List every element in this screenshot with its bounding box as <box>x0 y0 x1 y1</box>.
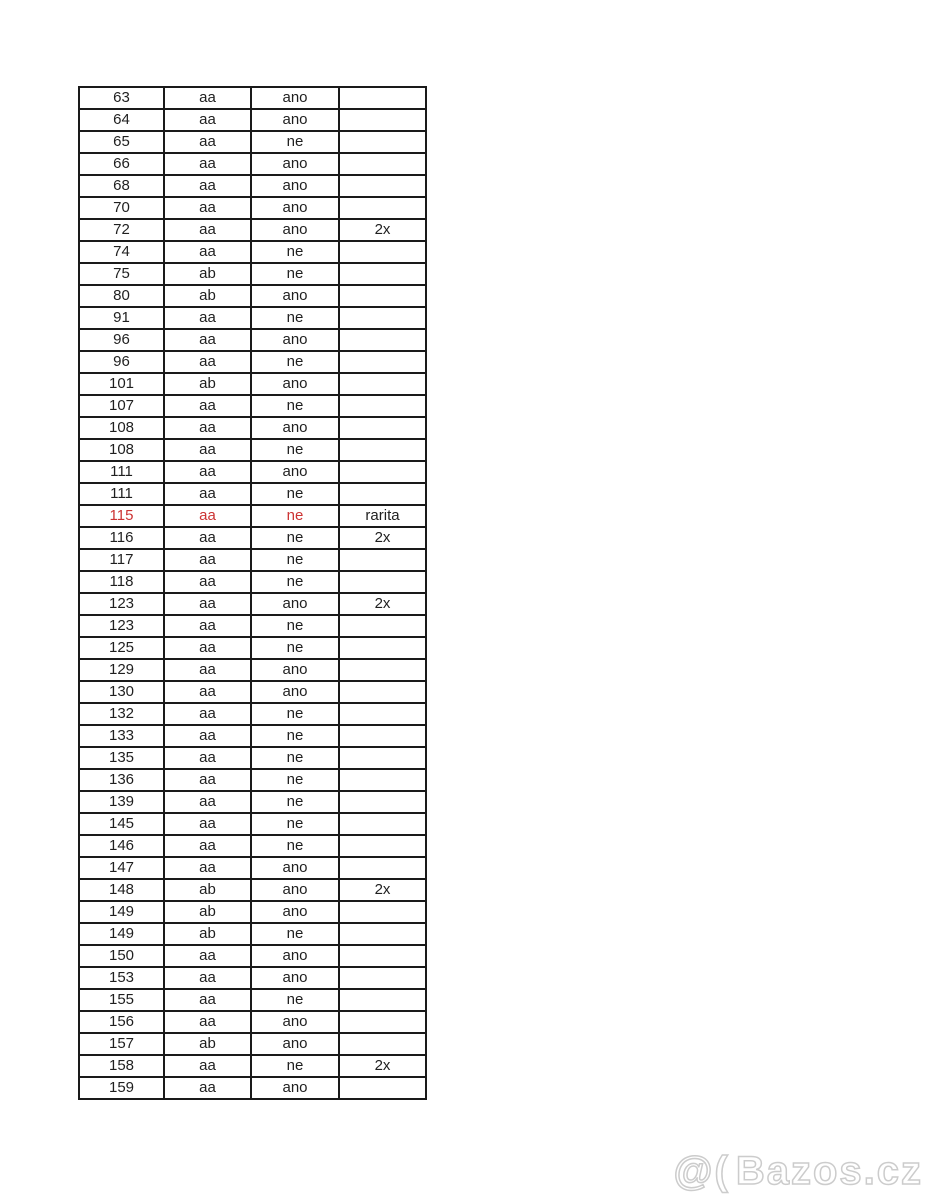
cell-number: 116 <box>79 527 164 549</box>
cell-yesno: ano <box>251 901 339 923</box>
cell-note <box>339 175 426 197</box>
cell-yesno: ano <box>251 175 339 197</box>
cell-number: 158 <box>79 1055 164 1077</box>
cell-number: 133 <box>79 725 164 747</box>
cell-number: 108 <box>79 417 164 439</box>
cell-code: aa <box>164 131 251 153</box>
cell-number: 107 <box>79 395 164 417</box>
cell-yesno: ano <box>251 329 339 351</box>
table-row <box>79 241 426 263</box>
table-row <box>79 879 426 901</box>
cell-note <box>339 989 426 1011</box>
cell-code: aa <box>164 945 251 967</box>
cell-number: 111 <box>79 483 164 505</box>
cell-code: aa <box>164 747 251 769</box>
cell-note <box>339 725 426 747</box>
cell-code: aa <box>164 109 251 131</box>
table-row <box>79 219 426 241</box>
cell-yesno: ne <box>251 813 339 835</box>
cell-number: 156 <box>79 1011 164 1033</box>
table-row <box>79 901 426 923</box>
table-row <box>79 571 426 593</box>
table-row <box>79 725 426 747</box>
cell-note <box>339 813 426 835</box>
table-row <box>79 637 426 659</box>
cell-note <box>339 1033 426 1055</box>
cell-note <box>339 923 426 945</box>
cell-note <box>339 945 426 967</box>
cell-number: 117 <box>79 549 164 571</box>
table-row <box>79 527 426 549</box>
cell-note <box>339 153 426 175</box>
table-row <box>79 857 426 879</box>
cell-code: aa <box>164 857 251 879</box>
cell-code: aa <box>164 813 251 835</box>
cell-number: 157 <box>79 1033 164 1055</box>
cell-code: aa <box>164 571 251 593</box>
cell-yesno: ne <box>251 571 339 593</box>
cell-yesno: ne <box>251 505 339 527</box>
cell-yesno: ne <box>251 725 339 747</box>
cell-number: 80 <box>79 285 164 307</box>
cell-number: 129 <box>79 659 164 681</box>
cell-yesno: ano <box>251 373 339 395</box>
cell-code: aa <box>164 791 251 813</box>
table-row <box>79 1011 426 1033</box>
cell-code: aa <box>164 615 251 637</box>
cell-number: 72 <box>79 219 164 241</box>
cell-yesno: ne <box>251 549 339 571</box>
cell-code: aa <box>164 593 251 615</box>
cell-code: aa <box>164 197 251 219</box>
cell-note <box>339 703 426 725</box>
cell-code: ab <box>164 879 251 901</box>
cell-number: 65 <box>79 131 164 153</box>
table-row <box>79 417 426 439</box>
cell-yesno: ne <box>251 131 339 153</box>
table-row <box>79 549 426 571</box>
cell-number: 130 <box>79 681 164 703</box>
table-row <box>79 395 426 417</box>
cell-yesno: ne <box>251 989 339 1011</box>
table-row <box>79 945 426 967</box>
cell-note <box>339 835 426 857</box>
table-row <box>79 351 426 373</box>
cell-code: aa <box>164 395 251 417</box>
cell-note <box>339 769 426 791</box>
cell-number: 74 <box>79 241 164 263</box>
table-body <box>79 87 426 1099</box>
table-row <box>79 1055 426 1077</box>
cell-note <box>339 1077 426 1099</box>
cell-yesno: ne <box>251 263 339 285</box>
cell-code: aa <box>164 307 251 329</box>
cell-number: 155 <box>79 989 164 1011</box>
cell-number: 123 <box>79 615 164 637</box>
table-row <box>79 461 426 483</box>
cell-note <box>339 857 426 879</box>
cell-number: 149 <box>79 901 164 923</box>
cell-yesno: ano <box>251 593 339 615</box>
table-row <box>79 307 426 329</box>
cell-note <box>339 1011 426 1033</box>
cell-yesno: ne <box>251 527 339 549</box>
table-row <box>79 769 426 791</box>
cell-note <box>339 241 426 263</box>
cell-yesno: ne <box>251 769 339 791</box>
table-row <box>79 747 426 769</box>
cell-code: ab <box>164 285 251 307</box>
cell-code: aa <box>164 967 251 989</box>
cell-code: aa <box>164 1055 251 1077</box>
cell-note <box>339 681 426 703</box>
table-row <box>79 373 426 395</box>
cell-code: ab <box>164 1033 251 1055</box>
cell-code: aa <box>164 681 251 703</box>
cell-number: 75 <box>79 263 164 285</box>
cell-note <box>339 373 426 395</box>
cell-code: aa <box>164 505 251 527</box>
cell-yesno: ano <box>251 109 339 131</box>
cell-code: aa <box>164 1077 251 1099</box>
cell-yesno: ano <box>251 461 339 483</box>
table-row <box>79 989 426 1011</box>
cell-code: aa <box>164 703 251 725</box>
cell-note <box>339 549 426 571</box>
table-row <box>79 285 426 307</box>
cell-number: 115 <box>79 505 164 527</box>
cell-yesno: ne <box>251 241 339 263</box>
cell-number: 68 <box>79 175 164 197</box>
cell-code: aa <box>164 549 251 571</box>
cell-yesno: ano <box>251 1077 339 1099</box>
cell-note <box>339 637 426 659</box>
table-row <box>79 505 426 527</box>
table-row <box>79 659 426 681</box>
cell-code: aa <box>164 659 251 681</box>
cell-number: 118 <box>79 571 164 593</box>
cell-note: 2x <box>339 219 426 241</box>
cell-yesno: ano <box>251 87 339 109</box>
cell-code: aa <box>164 153 251 175</box>
cell-number: 132 <box>79 703 164 725</box>
cell-note <box>339 747 426 769</box>
cell-code: ab <box>164 923 251 945</box>
cell-note <box>339 483 426 505</box>
watermark-at-icon: @( <box>673 1149 730 1193</box>
cell-yesno: ne <box>251 1055 339 1077</box>
cell-number: 123 <box>79 593 164 615</box>
cell-number: 148 <box>79 879 164 901</box>
cell-code: aa <box>164 527 251 549</box>
cell-number: 70 <box>79 197 164 219</box>
cell-note <box>339 417 426 439</box>
cell-code: aa <box>164 835 251 857</box>
cell-note <box>339 659 426 681</box>
cell-number: 64 <box>79 109 164 131</box>
table-row <box>79 329 426 351</box>
cell-code: aa <box>164 241 251 263</box>
cell-yesno: ne <box>251 615 339 637</box>
cell-note <box>339 109 426 131</box>
cell-note <box>339 395 426 417</box>
cell-note <box>339 351 426 373</box>
table-row <box>79 263 426 285</box>
cell-number: 145 <box>79 813 164 835</box>
cell-code: aa <box>164 417 251 439</box>
cell-yesno: ano <box>251 417 339 439</box>
table-row <box>79 615 426 637</box>
cell-number: 91 <box>79 307 164 329</box>
cell-note: rarita <box>339 505 426 527</box>
cell-number: 159 <box>79 1077 164 1099</box>
cell-number: 111 <box>79 461 164 483</box>
table-row <box>79 1033 426 1055</box>
cell-code: ab <box>164 373 251 395</box>
cell-note <box>339 901 426 923</box>
table-row <box>79 483 426 505</box>
cell-code: aa <box>164 637 251 659</box>
table-row <box>79 153 426 175</box>
cell-number: 101 <box>79 373 164 395</box>
cell-yesno: ano <box>251 219 339 241</box>
cell-code: aa <box>164 483 251 505</box>
table-row <box>79 1077 426 1099</box>
table-row <box>79 87 426 109</box>
table-row <box>79 813 426 835</box>
cell-yesno: ano <box>251 967 339 989</box>
cell-number: 66 <box>79 153 164 175</box>
cell-yesno: ne <box>251 747 339 769</box>
table-row <box>79 923 426 945</box>
cell-yesno: ano <box>251 197 339 219</box>
cell-note <box>339 967 426 989</box>
cell-code: aa <box>164 329 251 351</box>
table-row <box>79 197 426 219</box>
cell-number: 96 <box>79 351 164 373</box>
table-row <box>79 791 426 813</box>
table-row <box>79 109 426 131</box>
cell-note <box>339 307 426 329</box>
cell-yesno: ano <box>251 879 339 901</box>
cell-number: 139 <box>79 791 164 813</box>
cell-note <box>339 439 426 461</box>
cell-yesno: ne <box>251 923 339 945</box>
cell-yesno: ano <box>251 945 339 967</box>
cell-number: 108 <box>79 439 164 461</box>
cell-code: ab <box>164 263 251 285</box>
table-row <box>79 681 426 703</box>
cell-yesno: ano <box>251 285 339 307</box>
cell-code: aa <box>164 351 251 373</box>
cell-yesno: ne <box>251 439 339 461</box>
table-row <box>79 175 426 197</box>
table-row <box>79 131 426 153</box>
data-table <box>78 86 427 1100</box>
cell-code: ab <box>164 901 251 923</box>
cell-yesno: ne <box>251 835 339 857</box>
cell-note <box>339 461 426 483</box>
cell-number: 150 <box>79 945 164 967</box>
cell-yesno: ano <box>251 1011 339 1033</box>
table-row <box>79 439 426 461</box>
cell-code: aa <box>164 769 251 791</box>
table-row <box>79 835 426 857</box>
cell-note <box>339 791 426 813</box>
cell-note <box>339 615 426 637</box>
watermark-text: Bazos.cz <box>735 1149 923 1193</box>
cell-number: 153 <box>79 967 164 989</box>
cell-note <box>339 197 426 219</box>
cell-note <box>339 285 426 307</box>
cell-note: 2x <box>339 527 426 549</box>
cell-code: aa <box>164 725 251 747</box>
table-row <box>79 593 426 615</box>
cell-number: 146 <box>79 835 164 857</box>
cell-note <box>339 329 426 351</box>
cell-number: 63 <box>79 87 164 109</box>
cell-note: 2x <box>339 593 426 615</box>
cell-code: aa <box>164 175 251 197</box>
cell-code: aa <box>164 439 251 461</box>
cell-note: 2x <box>339 879 426 901</box>
cell-note: 2x <box>339 1055 426 1077</box>
table-row <box>79 703 426 725</box>
cell-number: 147 <box>79 857 164 879</box>
cell-yesno: ne <box>251 351 339 373</box>
table-row <box>79 967 426 989</box>
cell-yesno: ano <box>251 153 339 175</box>
cell-yesno: ne <box>251 791 339 813</box>
cell-yesno: ne <box>251 307 339 329</box>
cell-number: 149 <box>79 923 164 945</box>
cell-note <box>339 263 426 285</box>
cell-code: aa <box>164 461 251 483</box>
cell-code: aa <box>164 1011 251 1033</box>
cell-yesno: ne <box>251 395 339 417</box>
bazos-watermark <box>674 1149 924 1194</box>
cell-number: 136 <box>79 769 164 791</box>
cell-number: 125 <box>79 637 164 659</box>
cell-yesno: ne <box>251 483 339 505</box>
cell-yesno: ano <box>251 681 339 703</box>
cell-yesno: ano <box>251 659 339 681</box>
cell-code: aa <box>164 87 251 109</box>
cell-note <box>339 571 426 593</box>
cell-yesno: ano <box>251 1033 339 1055</box>
cell-number: 96 <box>79 329 164 351</box>
cell-yesno: ne <box>251 637 339 659</box>
cell-note <box>339 131 426 153</box>
cell-yesno: ne <box>251 703 339 725</box>
cell-number: 135 <box>79 747 164 769</box>
cell-yesno: ano <box>251 857 339 879</box>
cell-note <box>339 87 426 109</box>
cell-code: aa <box>164 219 251 241</box>
cell-code: aa <box>164 989 251 1011</box>
